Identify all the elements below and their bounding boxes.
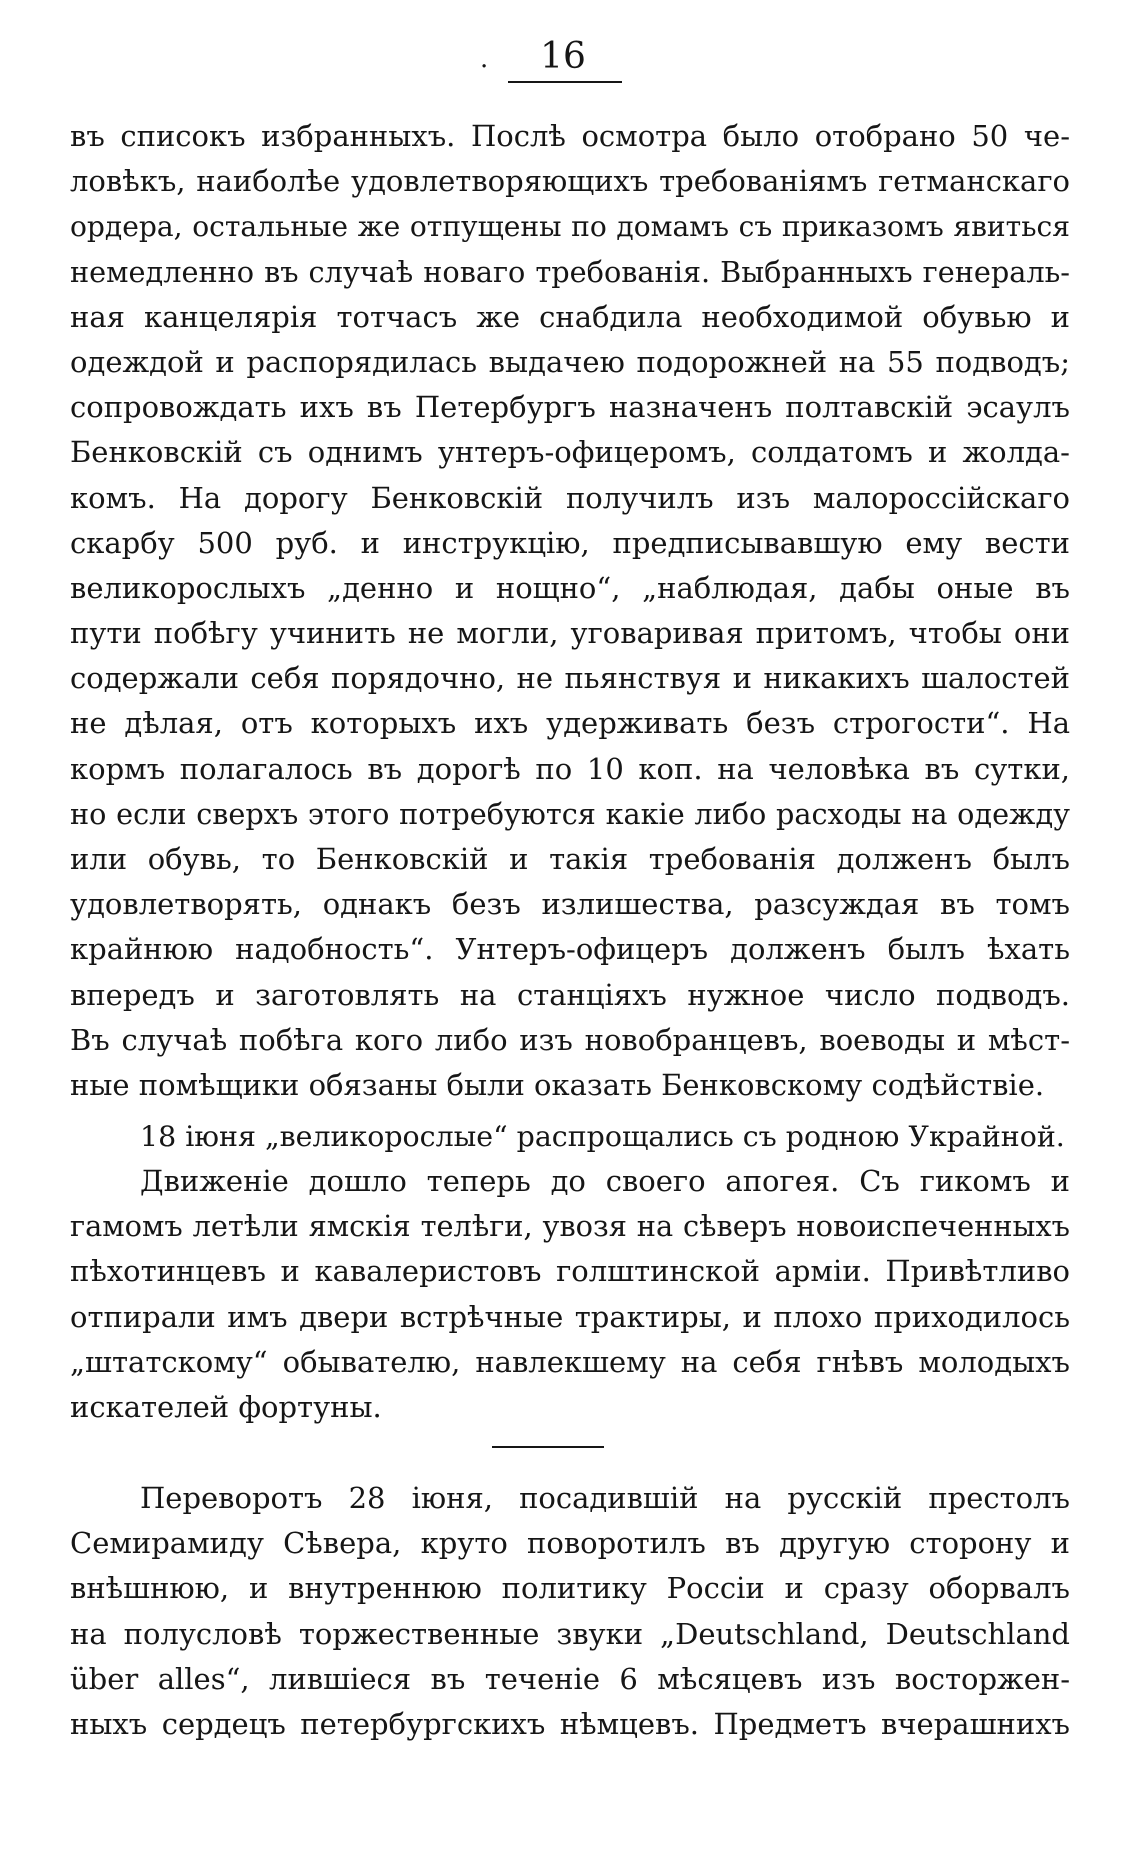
- text-line: содержали себя порядочно, не пьянствуя и никакихъ шалостей: [70, 661, 1070, 696]
- text-line: не дѣлая, отъ которыхъ ихъ удерживать безъ строгости“. На: [70, 706, 1070, 741]
- text-line: впередъ и заготовлять на станціяхъ нужное число подводъ.: [70, 977, 1070, 1012]
- text-line: на полусловѣ торжественные звуки „Deutschland, Deutschland: [70, 1616, 1070, 1651]
- text-line: одеждой и распорядилась выдачею подорожней на 55 подводъ;: [70, 344, 1070, 379]
- paragraph-4: [70, 1476, 1070, 1747]
- text-line: ные помѣщики обязаны были оказать Бенковскому содѣйствіе.: [70, 1067, 1045, 1102]
- text-line: но если сверхъ этого потребуются какіе либо расходы на одежду: [70, 796, 1070, 831]
- text-line: въ списокъ избранныхъ. Послѣ осмотра было отобрано 50 че-: [70, 119, 1070, 153]
- text-line: über alles“, лившіеся въ теченіе 6 мѣсяцевъ изъ восторжен-: [70, 1661, 1070, 1696]
- text-line: пути побѣгу учинить не могли, уговаривая притомъ, чтобы они: [70, 616, 1070, 651]
- text-line: Семирамиду Сѣвера, круто поворотилъ въ другую сторону и: [70, 1526, 1070, 1561]
- page-number: 16: [540, 36, 586, 77]
- header-mark: ·: [480, 52, 489, 82]
- text-line: ныхъ сердецъ петербургскихъ нѣмцевъ. Предметъ вчерашнихъ: [70, 1706, 1070, 1741]
- text-line: Переворотъ 28 іюня, посадившій на русскій престолъ: [140, 1481, 1070, 1515]
- text-line: ловѣкъ, наиболѣе удовлетворяющихъ требованіямъ гетманскаго: [70, 164, 1070, 199]
- text-line: пѣхотинцевъ и кавалеристовъ голштинской арміи. Привѣтливо: [70, 1254, 1070, 1289]
- text-line: кормъ полагалось въ дорогѣ по 10 коп. на человѣка въ сутки,: [70, 751, 1070, 786]
- text-line: Движеніе дошло теперь до своего апогея. Съ гикомъ и: [140, 1164, 1070, 1198]
- paragraph-3: [70, 1159, 1070, 1430]
- paragraph-2: [70, 1114, 1070, 1159]
- header-rule: [508, 81, 622, 83]
- text-line: внѣшнюю, и внутреннюю политику Россіи и сразу оборвалъ: [70, 1571, 1070, 1606]
- text-line: комъ. На дорогу Бенковскій получилъ изъ малороссійскаго: [70, 480, 1070, 515]
- text-line: гамомъ летѣли ямскія телѣги, увозя на сѣверъ новоиспеченныхъ: [70, 1209, 1070, 1244]
- text-line: ордера, остальные же отпущены по домамъ съ приказомъ явиться: [70, 210, 1070, 244]
- text-line: скарбу 500 руб. и инструкцію, предписывавшую ему вести: [70, 525, 1070, 560]
- text-line: удовлетворять, однакъ безъ излишества, разсуждая въ томъ: [70, 887, 1070, 922]
- text-line: или обувь, то Бенковскій и такія требованія долженъ былъ: [70, 842, 1070, 876]
- text-line: великорослыхъ „денно и нощно“, „наблюдая, дабы оные въ: [70, 570, 1070, 605]
- page-header: [0, 36, 1140, 96]
- text-line: Въ случаѣ побѣга кого либо изъ новобранцевъ, воеводы и мѣст-: [70, 1022, 1070, 1057]
- text-line: немедленно въ случаѣ новаго требованія. Выбранныхъ генераль-: [70, 254, 1070, 289]
- section-divider: [492, 1446, 604, 1448]
- text-line: Бенковскій съ однимъ унтеръ-офицеромъ, солдатомъ и жолда-: [70, 435, 1070, 470]
- text-line: сопровождать ихъ въ Петербургъ назначенъ полтавскій эсаулъ: [70, 390, 1070, 425]
- text-line: 18 іюня „великорослые“ распрощались съ родною Украйной.: [140, 1120, 1065, 1153]
- text-line: искателей фортуны.: [70, 1389, 382, 1424]
- text-line: отпирали имъ двери встрѣчные трактиры, и плохо приходилось: [70, 1299, 1070, 1334]
- text-line: ная канцелярія тотчасъ же снабдила необходимой обувью и: [70, 299, 1070, 334]
- paragraph-1: [70, 114, 1070, 1108]
- text-line: крайнюю надобность“. Унтеръ-офицеръ долженъ былъ ѣхать: [70, 932, 1070, 967]
- text-line: „штатскому“ обывателю, навлекшему на себя гнѣвъ молодыхъ: [70, 1344, 1070, 1379]
